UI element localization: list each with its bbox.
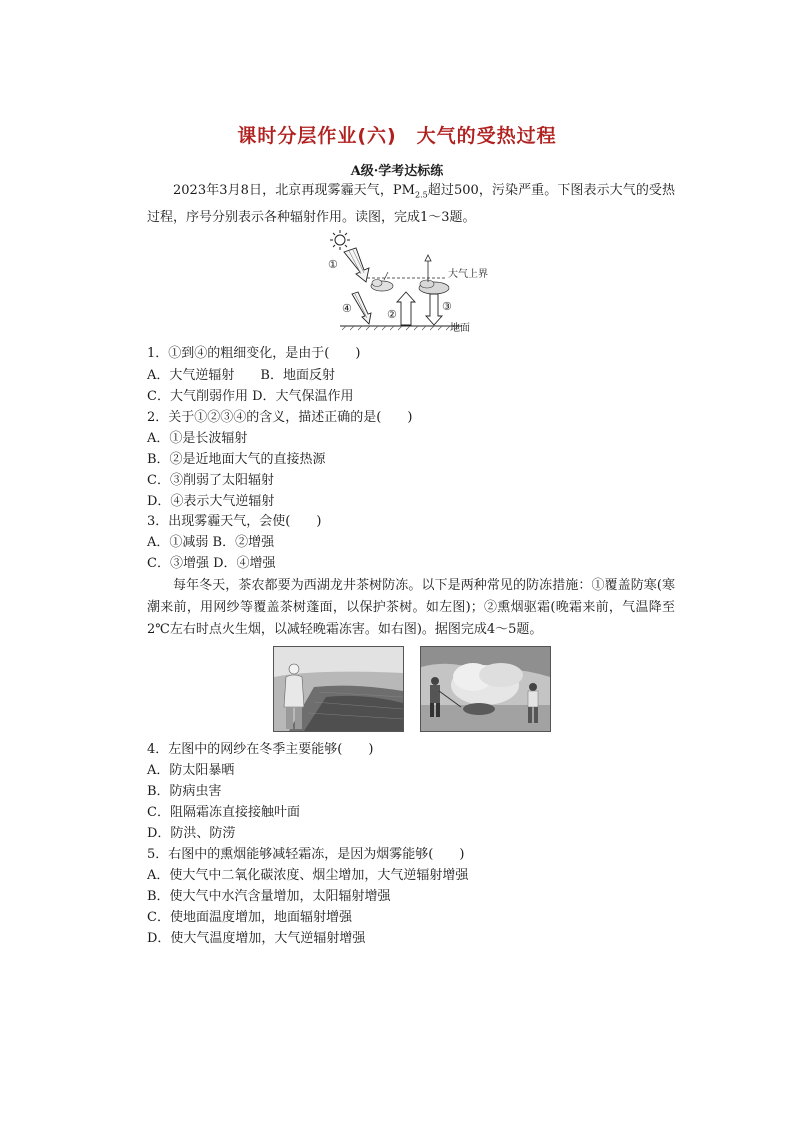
q5-option-d: D．使大气温度增加，大气逆辐射增强 xyxy=(147,931,366,946)
q1-stem: 1．①到④的粗细变化，是由于( ) xyxy=(147,346,361,361)
q2-option-a: A．①是长波辐射 xyxy=(147,431,248,446)
q1-options-ab: A．大气逆辐射 B．地面反射 xyxy=(147,368,335,383)
arrow-escape-up xyxy=(425,255,431,282)
heating-process-diagram xyxy=(322,228,512,336)
label-2: ② xyxy=(387,308,397,321)
q4-option-b: B．防病虫害 xyxy=(147,784,222,799)
photo-smoke-fumigation xyxy=(420,646,551,732)
q2-option-b: B．②是近地面大气的直接热源 xyxy=(147,452,326,467)
intro1-part-a: 2023年3月8日，北京再现雾霾天气，PM xyxy=(173,183,415,198)
q5-option-b: B．使大气中水汽含量增加，太阳辐射增强 xyxy=(147,889,391,904)
section-heading: A级·学考达标练 xyxy=(350,164,444,179)
cloud-right-icon xyxy=(419,280,449,294)
q5-option-a: A．使大气中二氧化碳浓度、烟尘增加，大气逆辐射增强 xyxy=(147,868,469,883)
label-4: ④ xyxy=(342,302,352,315)
q2-option-d: D．④表示大气逆辐射 xyxy=(147,494,275,509)
q3-options-ab: A．①减弱 B．②增强 xyxy=(147,535,275,550)
arrow-4-ground-solar xyxy=(352,292,371,324)
cloud-left-icon xyxy=(371,272,393,291)
intro1-part-b: 超过500，污染严重。下图表示大气的受热过程，序号分别表示各种辐射作用。读图，完成1～3题。 xyxy=(147,183,675,225)
arrow-2-ground-radiation xyxy=(397,292,415,325)
q4-option-c: C．阻隔霜冻直接接触叶面 xyxy=(147,805,300,820)
q2-option-c: C．③削弱了太阳辐射 xyxy=(147,473,274,488)
arrow-1-solar-radiation xyxy=(344,248,369,282)
q3-stem: 3．出现雾霾天气，会使( ) xyxy=(147,514,322,529)
q4-option-a: A．防太阳暴晒 xyxy=(147,763,235,778)
photo-net-covering xyxy=(273,646,404,732)
arrow-3-counter-radiation xyxy=(426,294,442,325)
intro-paragraph-2: 每年冬天，茶农都要为西湖龙井茶树防冻。以下是两种常见的防冻措施：①覆盖防寒(寒潮来前，用网纱等覆盖茶树蓬面，以保护茶树。如左图)；②熏烟驱霜(晚霜来前，气温降至2℃左右时点火生烟，以减轻晚霜冻害。如右图)。据图完成4～5题。 xyxy=(147,578,675,637)
q1-options-cd: C．大气削弱作用 D．大气保温作用 xyxy=(147,389,354,404)
q4-stem: 4．左图中的网纱在冬季主要能够( ) xyxy=(147,742,374,757)
label-atmosphere-top: 大气上界 xyxy=(448,269,488,280)
page-title: 课时分层作业(六) 大气的受热过程 xyxy=(237,125,557,147)
intro1-subscript: 2.5 xyxy=(414,190,428,200)
sun-icon xyxy=(330,230,350,250)
label-3: ③ xyxy=(442,300,452,313)
q5-stem: 5．右图中的熏烟能够减轻霜冻，是因为烟雾能够( ) xyxy=(147,847,465,862)
q3-options-cd: C．③增强 D．④增强 xyxy=(147,556,276,571)
ground-surface xyxy=(340,326,462,330)
intro-paragraph-1 xyxy=(147,180,675,229)
q4-option-d: D．防洪、防涝 xyxy=(147,826,236,841)
q5-option-c: C．使地面温度增加，地面辐射增强 xyxy=(147,910,352,925)
q2-stem: 2．关于①②③④的含义，描述正确的是( ) xyxy=(147,410,413,425)
label-1: ① xyxy=(328,258,338,271)
label-ground: 地面 xyxy=(450,323,470,334)
